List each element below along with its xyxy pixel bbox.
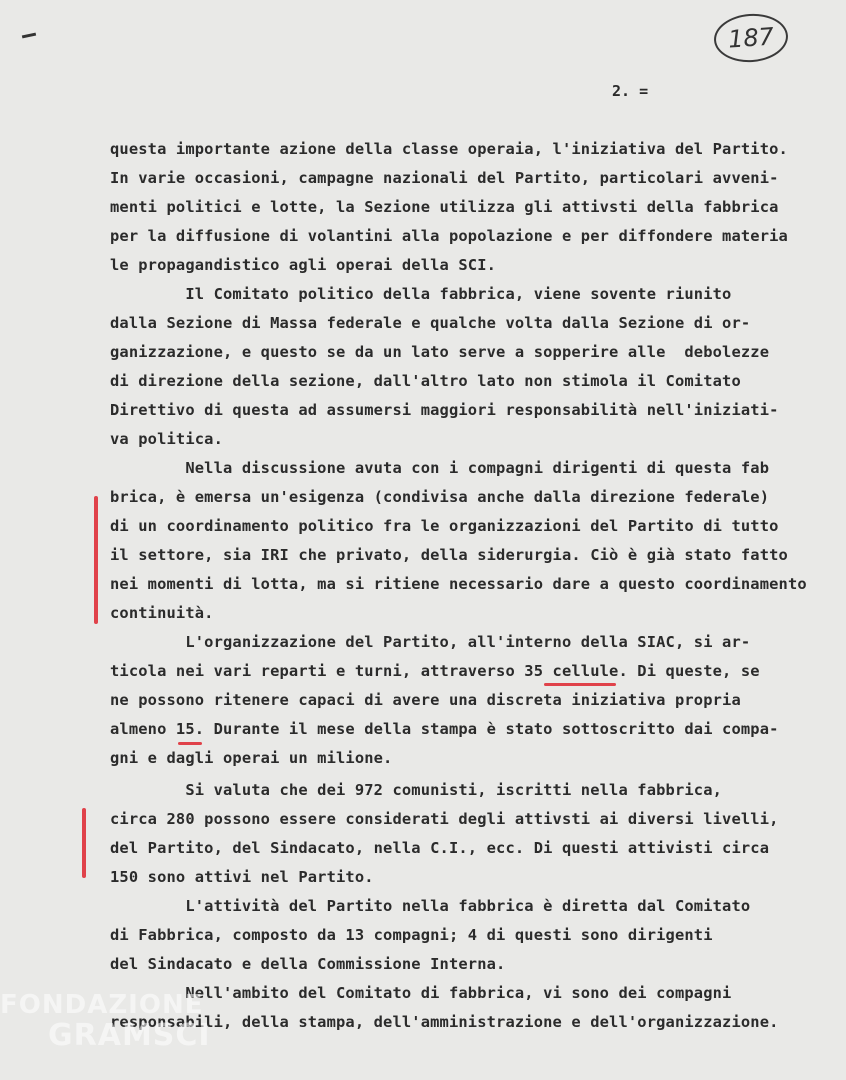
text-line: Il Comitato politico della fabbrica, viene sovente riunito [110, 285, 732, 303]
corner-mark [22, 33, 36, 39]
text-line: dalla Sezione di Massa federale e qualche volta dalla Sezione di or- [110, 314, 751, 332]
text-line: nei momenti di lotta, ma si ritiene necessario dare a questo coordinamento [110, 575, 807, 593]
red-underline [178, 742, 202, 745]
text-line: va politica. [110, 430, 223, 448]
margin-red-line [82, 808, 86, 878]
archive-number-stamp: 187 [712, 11, 789, 64]
text-line: ne possono ritenere capaci di avere una discreta iniziativa propria [110, 691, 741, 709]
watermark [0, 990, 211, 1053]
text-line: ticola nei vari reparti e turni, attraverso 35 cellule. Di queste, se [110, 662, 760, 680]
text-line: questa importante azione della classe operaia, l'iniziativa del Partito. [110, 140, 788, 158]
text-line: L'attività del Partito nella fabbrica è diretta dal Comitato [110, 897, 751, 915]
text-line: le propagandistico agli operai della SCI. [110, 256, 497, 274]
red-underline [544, 683, 616, 686]
text-line: gni e dagli operai un milione. [110, 749, 393, 767]
text-line: L'organizzazione del Partito, all'interno della SIAC, si ar- [110, 633, 751, 651]
text-line: Direttivo di questa ad assumersi maggiori responsabilità nell'iniziati- [110, 401, 779, 419]
text-line: brica, è emersa un'esigenza (condivisa anche dalla direzione federale) [110, 488, 770, 506]
text-line: almeno 15. Durante il mese della stampa è stato sottoscritto dai compa- [110, 720, 779, 738]
text-line: del Sindacato e della Commissione Interna. [110, 955, 506, 973]
text-line: continuità. [110, 604, 214, 622]
text-line: Si valuta che dei 972 comunisti, iscritti nella fabbrica, [110, 781, 723, 799]
watermark-line1: FONDAZIONE [0, 990, 204, 1020]
text-line: Nella discussione avuta con i compagni dirigenti di questa fab [110, 459, 770, 477]
text-line: responsabili, della stampa, dell'amministrazione e dell'organizzazione. [110, 1013, 779, 1031]
page-number: 2. = [612, 82, 649, 100]
text-line: il settore, sia IRI che privato, della siderurgia. Ciò è già stato fatto [110, 546, 788, 564]
margin-red-line [94, 496, 98, 624]
text-line: 150 sono attivi nel Partito. [110, 868, 374, 886]
text-line: In varie occasioni, campagne nazionali del Partito, particolari avveni- [110, 169, 779, 187]
text-line: di Fabbrica, composto da 13 compagni; 4 di questi sono dirigenti [110, 926, 713, 944]
text-line: del Partito, del Sindacato, nella C.I., ecc. Di questi attivisti circa [110, 839, 770, 857]
text-line: menti politici e lotte, la Sezione utilizza gli attivsti della fabbrica [110, 198, 779, 216]
text-line: Nell'ambito del Comitato di fabbrica, vi sono dei compagni [110, 984, 732, 1002]
text-line: per la diffusione di volantini alla popolazione e per diffondere materia [110, 227, 788, 245]
text-line: di un coordinamento politico fra le organizzazioni del Partito di tutto [110, 517, 779, 535]
text-line: di direzione della sezione, dall'altro lato non stimola il Comitato [110, 372, 741, 390]
text-line: ganizzazione, e questo se da un lato serve a sopperire alle debolezze [110, 343, 770, 361]
watermark-line2: GRAMSCI [48, 1018, 211, 1053]
text-line: circa 280 possono essere considerati degli attivsti ai diversi livelli, [110, 810, 779, 828]
